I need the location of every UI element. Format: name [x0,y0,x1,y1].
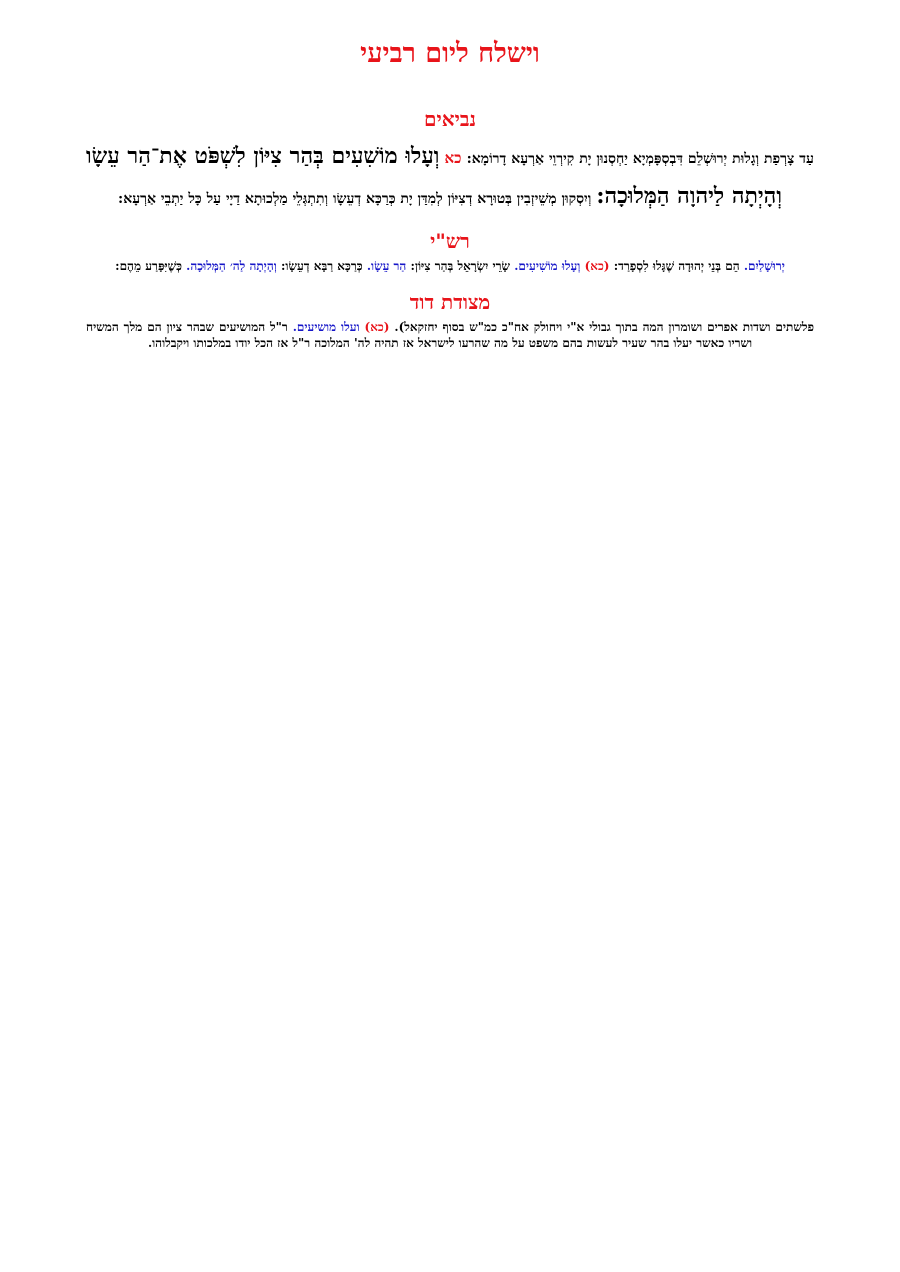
page-title: וישלח ליום רביעי [360,38,540,69]
rashi-text-4: כְּשֶׁיִּפָּרַע מֵהֶם: [115,259,182,273]
rashi-dibur-1: יְרוּשָׁלַיִם. [743,259,785,273]
rashi-heading: רש"י [430,229,470,253]
rashi-verse-number: (כא) [584,259,610,273]
metzudat-dibur: ועלו מושיעים. [292,320,360,334]
rashi-text-3: כְּרַכָּא רַבָּא דְעֵשָׂו: [281,259,363,273]
metzudat-heading: מצודת דוד [409,290,491,314]
verse-number: כא [444,149,462,167]
nevi-text [86,138,814,218]
rashi-dibur-3: הַר עֵשָׂו. [366,259,407,273]
targum-before: עַד צָרְפַת וְגָלוּת יְרוּשְׁלֵם דִּבְסְפָּמְיָא יַחְסְנוּן יָת קִירְוֵי אַרְעָא דָרוֹמָא: [466,151,814,167]
targum-after: וְיִסְקוּן מְשֵׁיזְבִין בְּטוּרָא דְצִיּוֹן לְמִדַּן יָת כְּרַכָּא דְעֵשָׂו וְתִתְגְּלֵי מַלְכוּתָא דַיָי עַל כָּל יַתְבֵי אַרְעָא: [118,191,592,207]
metzudat-text-2: ר"ל המושיעים שבהר ציון הם מלך המשיח ושריו כאשר יעלו בהר שעיר לעשות בהם משפט על מה שהרעו לישראל אז תהיה לה' המלוכה ר"ל אז הכל יודו במלכותו ויקבלוהו. [86,320,753,350]
verse-text: וְעָלוּ מוֹשִׁעִים בְּהַר צִיּוֹן לִשְׁפֹּט אֶת־הַר עֵשָׂו וְהָיְתָה לַיהוָה הַמְּלוּכָה: [86,143,782,209]
nevi-heading: נביאים [424,107,476,131]
metzudat-verse-number: (כא) [364,320,390,334]
metzudat-text [86,319,814,351]
metzudat-text-1: פלשתים ושדות אפרים ושומרון המה בתוך גבולי א"י ויחולק אח"כ כמ"ש בסוף יחזקאל). [394,320,815,334]
rashi-text-1: הֵם בְּנֵי יְהוּדָה שֶׁגָּלוּ לִסְפָרַד: [613,259,740,273]
rashi-text-2: שָׂרֵי יִשְׂרָאֵל בְּהַר צִיּוֹן: [410,259,511,273]
rashi-dibur-4: וְהָיְתָה לַה׳ הַמְּלוּכָה. [186,259,277,273]
rashi-text [86,258,814,275]
rashi-dibur-2: וְעָלוּ מוֹשִׁיעִים. [514,259,581,273]
